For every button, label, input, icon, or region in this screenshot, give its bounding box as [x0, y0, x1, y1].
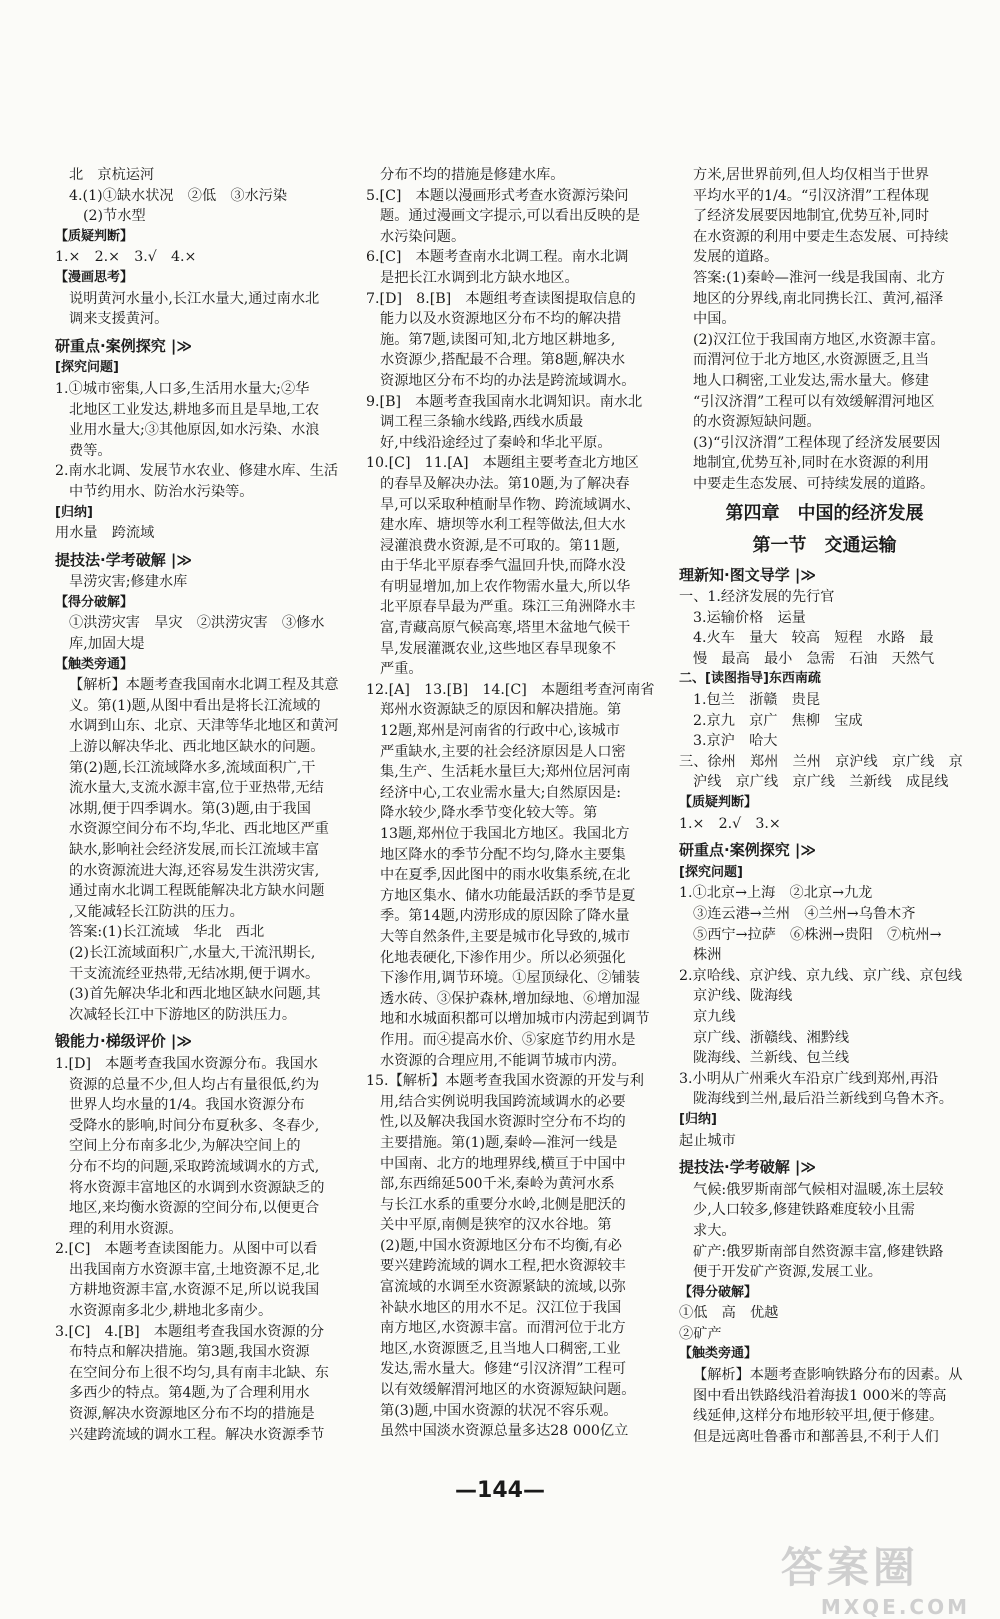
- text-line: “引汉济渭”工程可以有效缓解渭河地区: [693, 393, 935, 410]
- text-line: 郑州水资源缺乏的原因和解决措施。第: [380, 702, 622, 719]
- section-heading: 研重点·案例探究 |≫: [679, 841, 817, 860]
- watermark-logo: [781, 1535, 970, 1619]
- text-line: 气候:俄罗斯南部气候相对温暖,冻土层较: [693, 1181, 944, 1198]
- text-line: 发达,需水量大。修建“引汉济渭”工程可: [380, 1361, 627, 1378]
- column-right-bottom: [679, 565, 970, 1448]
- text-line: 13题,郑州位于我国北方地区。我国北方: [380, 826, 630, 842]
- text-line: 【解析】本题考查影响铁路分布的因素。从: [693, 1367, 963, 1384]
- subsection-tag: 【触类旁通】: [679, 1346, 758, 1362]
- text-line: 冰期,便于四季调水。第(3)题,由于我国: [69, 800, 311, 817]
- text-line: 主要措施。第(1)题,秦岭—淮河一线是: [380, 1134, 618, 1151]
- text-line: 是把长江水调到北方缺水地区。: [380, 269, 579, 286]
- section-heading: 提技法·学考破解 |≫: [679, 1158, 817, 1177]
- text-line: 京九线: [693, 1008, 736, 1025]
- text-line: 便于开发矿产资源,发展工业。: [693, 1264, 882, 1281]
- text-line: 5.[C] 本题以漫画形式考查水资源污染问: [366, 187, 629, 204]
- text-line: ①低 高 优越: [679, 1305, 779, 1322]
- text-line: 的春旱及解决办法。第10题,为了解决春: [380, 475, 630, 492]
- text-line: 水资源南多北少,耕地北多南少。: [69, 1303, 273, 1320]
- text-line: 分布不均的措施是修建水库。: [380, 167, 565, 183]
- text-line: 流水量大,支流水源丰富,位于亚热带,无结: [69, 780, 324, 797]
- text-line: 虽然中国淡水资源总量多达28 000亿立: [380, 1423, 629, 1440]
- text-line: 理的利用水资源。: [69, 1220, 183, 1237]
- text-line: 水污染问题。: [380, 228, 466, 245]
- text-line: (3)“引汉济渭”工程体现了经济发展要因: [693, 434, 941, 451]
- text-line: ⑤西宁→拉萨 ⑥株洲→贵阳 ⑦杭州→: [693, 926, 942, 943]
- text-line: 浸灌浪费水资源,是不可取的。第11题,: [380, 537, 620, 554]
- text-line: 地区降水的季节分配不均匀,降水主要集: [380, 846, 626, 863]
- text-line: 答案:(1)长江流域 华北 西北: [69, 924, 265, 941]
- text-line: (2)汉江位于我国南方地区,水资源丰富。: [693, 331, 945, 348]
- text-line: 严重缺水,主要的社会经济原因是人口密: [380, 743, 626, 760]
- text-line: 2.[C] 本题考查读图能力。从图中可以看: [55, 1241, 318, 1258]
- text-line: 地区,来均衡水资源的空间分布,以便更合: [69, 1200, 320, 1217]
- subsection-tag: 二、[读图指导]东西南疏: [679, 671, 821, 687]
- text-line: 1.× 2.× 3.√ 4.×: [55, 249, 197, 266]
- text-line: 10.[C] 11.[A] 本题组主要考查北方地区: [366, 455, 639, 472]
- text-line: 调来支援黄河。: [69, 311, 169, 328]
- text-line: 将水资源丰富地区的水调到水资源缺乏的: [69, 1179, 325, 1196]
- column-right: [679, 165, 970, 1465]
- text-line: 水资源空间分布不均,华北、西北地区严重: [69, 821, 329, 838]
- text-line: 1.[D] 本题考查我国水资源分布。我国水: [55, 1055, 318, 1072]
- text-line: 地区的分界线,南北同携长江、黄河,福泽: [693, 290, 944, 307]
- text-line: 下渗作用,调节环境。①屋顶绿化、②铺装: [380, 970, 640, 987]
- text-line: 兴建跨流域的调水工程。解决水资源季节: [69, 1426, 325, 1443]
- chapter-title: 第四章 中国的经济发展: [725, 502, 924, 524]
- text-line: 经济中心,工农业需水量大;自然原因是:: [380, 784, 622, 801]
- text-line: 资源地区分布不均的办法是跨流域调水。: [380, 372, 636, 389]
- text-line: 库,加固大堤: [69, 636, 145, 653]
- text-line: 地区,水资源匮乏,且当地人口稠密,工业: [380, 1340, 621, 1357]
- watermark-text: 答案圈: [780, 1543, 919, 1592]
- subsection-tag: 【质疑判断】: [679, 795, 758, 811]
- text-line: 4.(1)①缺水状况 ②低 ③水污染: [69, 187, 288, 204]
- subsection-tag: 【触类旁通】: [55, 656, 134, 672]
- text-line: 但是远离吐鲁番市和鄯善县,不利于人们: [693, 1428, 939, 1445]
- column-middle: [366, 165, 661, 1465]
- text-line: 用水量 跨流域: [55, 525, 155, 542]
- text-line: 中国。: [693, 311, 736, 328]
- text-line: 1.包兰 浙赣 贵昆: [693, 692, 821, 709]
- column-right-top: [679, 165, 970, 495]
- text-line: 多西少的特点。第4题,为了合理利用水: [69, 1385, 310, 1402]
- text-line: 富流域的水调至水资源紧缺的流域,以弥: [380, 1279, 626, 1296]
- text-line: 地制宜,优势互补,同时在水资源的利用: [693, 455, 930, 472]
- subsection-tag: 【得分破解】: [55, 594, 134, 610]
- text-line: 有明显增加,加上农作物需水量大,所以华: [380, 578, 631, 595]
- text-line: 以有效缓解渭河地区的水资源短缺问题。: [380, 1382, 636, 1399]
- text-line: 说明黄河水量小,长江水量大,通过南水北: [69, 290, 320, 307]
- text-line: 线延伸,这样分布地形较平坦,便于修建。: [693, 1408, 944, 1425]
- text-line: 了经济发展要因地制宜,优势互补,同时: [693, 208, 930, 225]
- text-line: 分布不均的问题,采取跨流域调水的方式,: [69, 1158, 320, 1175]
- text-line: 沪线 京广线 京广线 兰新线 成昆线: [693, 774, 949, 791]
- text-line: 北 京杭运河: [69, 167, 155, 183]
- text-line: ,又能减轻长江防洪的压力。: [69, 903, 244, 920]
- text-line: 富,青藏高原气候高寒,塔里木盆地气候干: [380, 620, 631, 637]
- text-line: 矿产:俄罗斯南部自然资源丰富,修建铁路: [693, 1243, 944, 1260]
- text-line: 季。第14题,内涝形成的原因除了降水量: [380, 908, 630, 925]
- text-line: (2)节水型: [83, 208, 146, 225]
- text-line: 在水资源的利用中要走生态发展、可持续: [693, 228, 949, 245]
- text-line: 1.①北京→上海 ②北京→九龙: [679, 885, 873, 902]
- text-line: 12.[A] 13.[B] 14.[C] 本题组考查河南省: [366, 681, 655, 698]
- text-line: (3)首先解决华北和西北地区缺水问题,其: [69, 986, 321, 1003]
- text-line: 题。通过漫画文字提示,可以看出反映的是: [380, 208, 640, 225]
- text-line: 中要走生态发展、可持续发展的道路。: [693, 475, 935, 492]
- text-line: 由于华北平原春季气温回升快,而降水没: [380, 558, 626, 575]
- text-line: 降水较少,降水季节变化较大等。第: [380, 805, 598, 822]
- text-line: 陇海线、兰新线、包兰线: [693, 1050, 850, 1067]
- text-line: 京沪线、陇海线: [693, 988, 793, 1005]
- text-line: 2.南水北调、发展节水农业、修建水库、生活: [55, 463, 339, 480]
- text-line: 方地区集水、储水功能最活跃的季节是夏: [380, 887, 636, 904]
- text-line: 透水砖、③保护森林,增加绿地、⑥增加湿: [380, 990, 640, 1007]
- section-title: 第一节 交通运输: [752, 534, 897, 556]
- text-line: 要兴建跨流域的调水工程,把水资源较丰: [380, 1258, 626, 1275]
- text-line: 中国南、北方的地理界线,横亘于中国中: [380, 1155, 626, 1172]
- text-line: 严重。: [380, 661, 423, 678]
- watermark-url: MXQE.COM: [820, 1595, 970, 1619]
- text-line: 出我国南方水资源丰富,土地资源不足,北: [69, 1261, 320, 1278]
- section-heading: 锻能力·梯级评价 |≫: [55, 1032, 193, 1051]
- text-line: 2.京九 京广 焦柳 宝成: [693, 712, 863, 729]
- text-line: 施。第7题,读图可知,北方地区耕地多,: [380, 331, 616, 348]
- text-line: 与长江水系的重要分水岭,北侧是肥沃的: [380, 1196, 626, 1213]
- text-line: 北地区工业发达,耕地多而且是旱地,工农: [69, 401, 320, 418]
- text-line: 化地表硬化,下渗作用少。所以必须强化: [380, 949, 626, 966]
- text-line: 旱涝灾害;修建水库: [69, 574, 188, 591]
- text-line: 资源,解决水资源地区分布不均的措施是: [69, 1406, 315, 1423]
- text-line: 【解析】本题考查我国南水北调工程及其意: [69, 677, 339, 694]
- text-line: 能力以及水资源地区分布不均的解决措: [380, 311, 622, 328]
- text-line: 旱,可以采取种植耐旱作物、跨流域调水、: [380, 496, 640, 513]
- text-line: 6.[C] 本题考查南水北调工程。南水北调: [366, 249, 629, 266]
- text-line: 的水资源流进大海,还容易发生洪涝灾害,: [69, 862, 320, 879]
- text-line: 好,中线沿途经过了秦岭和华北平原。: [380, 434, 612, 451]
- text-line: 9.[B] 本题考查我国南水北调知识。南水北: [366, 393, 643, 410]
- text-line: (2)长江流域面积广,水量大,干流汛期长,: [69, 944, 316, 961]
- text-line: 业用水量大;③其他原因,如水污染、水浪: [69, 422, 320, 439]
- text-line: 方米,居世界前列,但人均仅相当于世界: [693, 167, 930, 183]
- text-line: 补缺水地区的用水不足。汉江位于我国: [380, 1299, 622, 1316]
- text-line: 1.①城市密集,人口多,生活用水量大;②华: [55, 380, 310, 397]
- text-line: 三、徐州 郑州 兰州 京沪线 京广线 京: [679, 753, 963, 770]
- text-line: 干支流流经亚热带,无结冰期,便于调水。: [69, 965, 320, 982]
- text-line: 水资源的合理应用,不能调节城市内涝。: [380, 1052, 626, 1069]
- text-line: 用,结合实例说明我国跨流域调水的必要: [380, 1093, 626, 1110]
- text-line: 4.火车 量大 较高 短程 水路 最: [693, 630, 934, 647]
- text-line: 集,生产、生活耗水量巨大;郑州位居河南: [380, 764, 631, 781]
- subsection-tag: 【质疑判断】: [55, 228, 134, 244]
- text-line: 的水资源短缺问题。: [693, 414, 821, 431]
- text-line: 中在夏季,因此图中的雨水收集系统,在北: [380, 867, 631, 884]
- text-line: 株洲: [693, 947, 722, 964]
- text-line: ③连云港→兰州 ④兰州→乌鲁木齐: [693, 906, 916, 922]
- text-line: ①洪涝灾害 旱灾 ②洪涝灾害 ③修水: [69, 615, 325, 632]
- text-line: 图中看出铁路线沿着海拔1 000米的等高: [693, 1387, 947, 1404]
- text-line: 缺水,影响社会经济发展,而长江流域丰富: [69, 842, 320, 858]
- text-line: 地和水城面积都可以增加城市内涝起到调节: [380, 1011, 650, 1028]
- text-line: 费等。: [69, 442, 112, 459]
- text-line: 大等自然条件,主要是城市化导致的,城市: [380, 928, 631, 945]
- section-heading: 理新知·图文导学 |≫: [679, 565, 817, 584]
- text-line: 方耕地资源丰富,水资源不足,所以说我国: [69, 1282, 320, 1299]
- text-line: 15.【解析】本题考查我国水资源的开发与利: [366, 1073, 644, 1090]
- text-line: 7.[D] 8.[B] 本题组考查读图提取信息的: [366, 290, 636, 307]
- subsection-tag: [归纳]: [55, 504, 93, 520]
- text-line: 布特点和解决措施。第3题,我国水资源: [69, 1344, 310, 1361]
- text-line: (2)题,中国水资源地区分布不均衡,有必: [380, 1237, 622, 1254]
- text-line: 3.运输价格 运量: [693, 609, 806, 626]
- text-line: 部,东西绵延500千米,秦岭为黄河水系: [380, 1176, 615, 1193]
- text-line: 求大。: [693, 1222, 736, 1239]
- column-left: [55, 165, 348, 1465]
- section-heading: 研重点·案例探究 |≫: [55, 336, 193, 355]
- text-line: 旱,发展灌溉农业,这些地区春旱现象不: [380, 640, 617, 657]
- subsection-tag: 【得分破解】: [679, 1284, 758, 1300]
- page-body: [55, 165, 970, 1465]
- text-line: 调工程三条输水线路,西线水质最: [380, 414, 584, 431]
- text-line: 2.京哈线、京沪线、京九线、京广线、京包线: [679, 967, 963, 984]
- text-line: 少,人口较多,修建铁路难度较小且需: [693, 1202, 915, 1219]
- text-line: 12题,郑州是河南省的行政中心,该城市: [380, 723, 620, 740]
- text-line: 上游以解决华北、西北地区缺水的问题。: [69, 739, 325, 756]
- text-line: 1.× 2.√ 3.×: [679, 815, 781, 832]
- text-line: 陇海线到兰州,最后沿兰新线到乌鲁木齐。: [693, 1091, 953, 1108]
- subsection-tag: [归纳]: [679, 1111, 717, 1127]
- text-line: 水资源少,搭配最不合理。第8题,解决水: [380, 352, 626, 369]
- text-line: 平均水平的1/4。“引汉济渭”工程体现: [693, 187, 929, 204]
- text-line: 水调到山东、北京、天津等华北地区和黄河: [69, 718, 339, 735]
- text-line: 一、1.经济发展的先行官: [679, 589, 835, 606]
- text-line: 受降水的影响,时间分布夏秋多、冬春少,: [69, 1117, 320, 1134]
- text-line: 起止城市: [679, 1132, 736, 1149]
- text-line: 空间上分布南多北少,为解决空间上的: [69, 1138, 301, 1155]
- text-line: 南方地区,水资源丰富。而渭河位于北方: [380, 1320, 626, 1337]
- text-line: 在空间分布上很不均匀,具有南丰北缺、东: [69, 1364, 329, 1381]
- text-line: 世界人均水量的1/4。我国水资源分布: [69, 1097, 305, 1114]
- text-line: 3.京沪 哈大: [693, 733, 778, 750]
- text-line: 资源的总量不少,但人均占有量很低,约为: [69, 1076, 320, 1093]
- text-line: 地人口稠密,工业发达,需水量大。修建: [693, 372, 930, 389]
- text-line: 京广线、浙赣线、湘黔线: [693, 1029, 850, 1046]
- text-line: 性,以及解决我国水资源时空分布不均的: [380, 1114, 626, 1131]
- text-line: 义。第(1)题,从图中看出是将长江流域的: [69, 697, 321, 714]
- text-line: 关中平原,南侧是狭窄的汉水谷地。第: [380, 1217, 612, 1234]
- page-number: —144—: [455, 1478, 545, 1503]
- text-line: 答案:(1)秦岭—淮河一线是我国南、北方: [693, 269, 945, 286]
- subsection-tag: 【漫画思考】: [55, 269, 134, 285]
- text-line: 作用。而④提高水价、⑤家庭节约用水是: [380, 1031, 636, 1048]
- subsection-tag: [探究问题]: [55, 360, 119, 376]
- section-heading: 提技法·学考破解 |≫: [55, 550, 193, 569]
- text-line: 第(2)题,长江流域降水多,流域面积广,干: [69, 759, 316, 776]
- text-line: 中节约用水、防治水污染等。: [69, 483, 254, 500]
- text-line: 建水库、塘坝等水利工程等做法,但大水: [380, 517, 626, 534]
- text-line: 发展的道路。: [693, 249, 779, 266]
- text-line: 北平原春旱最为严重。珠江三角洲降水丰: [380, 599, 636, 616]
- subsection-tag: [探究问题]: [679, 864, 743, 880]
- text-line: 3.小明从广州乘火车沿京广线到郑州,再沿: [679, 1070, 939, 1087]
- text-line: 3.[C] 4.[B] 本题组考查我国水资源的分: [55, 1323, 325, 1340]
- text-line: ②矿产: [679, 1325, 722, 1342]
- text-line: 通过南水北调工程既能解决北方缺水问题: [69, 883, 325, 900]
- text-line: 慢 最高 最小 急需 石油 天然气: [693, 650, 935, 667]
- text-line: 次减轻长江中下游地区的防洪压力。: [69, 1006, 297, 1023]
- text-line: 而渭河位于北方地区,水资源匮乏,且当: [693, 352, 930, 369]
- text-line: 第(3)题,中国水资源的状况不容乐观。: [380, 1402, 618, 1419]
